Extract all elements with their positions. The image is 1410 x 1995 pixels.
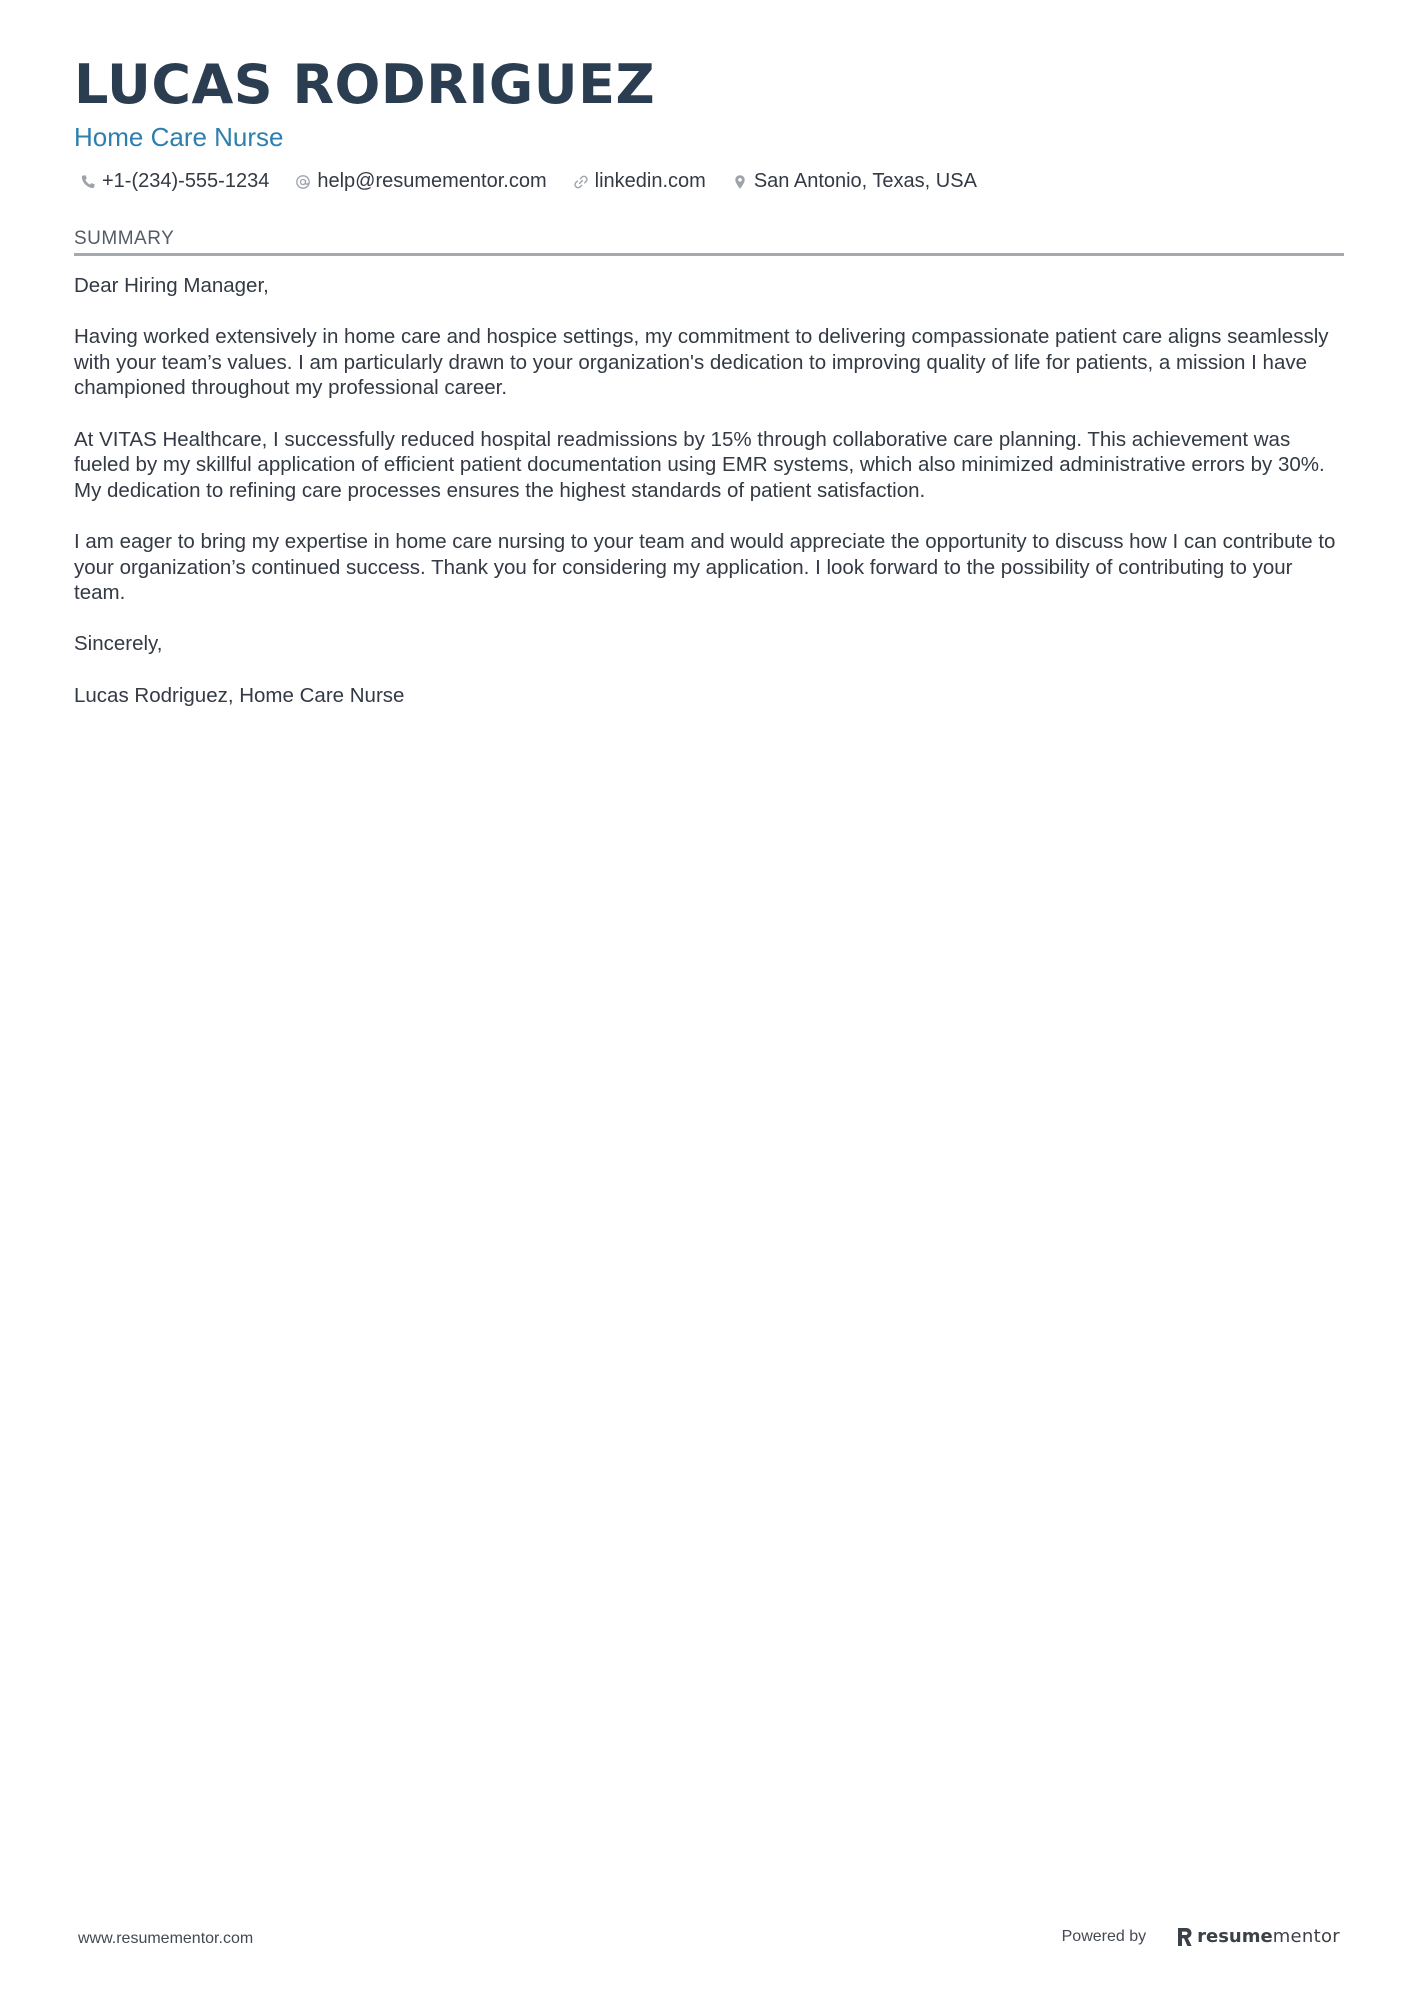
resumementor-wordmark [1197,1926,1340,1947]
contact-phone [80,170,269,193]
body-paragraph-3: I am eager to bring my expertise in home care nursing to your team and would appreciate the opportunity to discuss how I can contribute to your organization’s continued success. Thank you for considering my application. I look forward to the possibility of contributing to your team. [74,529,1336,605]
link-icon [573,174,589,190]
body-paragraph-2: At VITAS Healthcare, I successfully reduced hospital readmissions by 15% through collaborative care planning. This achievement was fueled by my skillful application of efficient patient documentation using EMR systems, which also minimized administrative errors by 30%. My dedication to refining care processes ensures the highest standards of patient satisfaction. [74,427,1325,502]
phone-icon [80,174,96,190]
contact-website[interactable] [573,170,706,193]
at-icon [295,174,311,190]
closing: Sincerely, [74,632,163,656]
summary-heading: SUMMARY [74,228,175,249]
location-text: San Antonio, Texas, USA [753,170,977,192]
candidate-name: LUCAS RODRIGUEZ [74,53,656,116]
brand-bold: resume [1197,1926,1273,1947]
footer-website-link[interactable]: www.resumementor.com [78,1930,254,1947]
job-title: Home Care Nurse [74,122,284,152]
powered-by-label: Powered by [1061,1927,1147,1945]
contact-email[interactable] [295,170,546,193]
brand-regular: mentor [1272,1926,1340,1947]
signature: Lucas Rodriguez, Home Care Nurse [74,683,405,707]
footer-brand [1062,1926,1340,1947]
letter-body [74,273,1344,734]
location-pin-icon [732,174,748,190]
section-divider [74,253,1344,256]
salutation: Dear Hiring Manager, [74,274,269,297]
contact-location [732,170,977,193]
resumementor-logo-icon [1176,1927,1193,1947]
contact-bar [80,170,1003,193]
email-text[interactable]: help@resumementor.com [317,170,547,192]
phone-text: +1-(234)-555-1234 [102,170,270,192]
website-text[interactable]: linkedin.com [594,170,706,192]
body-paragraph-1: Having worked extensively in home care and hospice settings, my commitment to delivering compassionate patient care aligns seamlessly with your team’s values. I am particularly drawn to your organization's dedication to improving quality of life for patients, a mission I have championed throughout my professional career. [74,325,1329,400]
